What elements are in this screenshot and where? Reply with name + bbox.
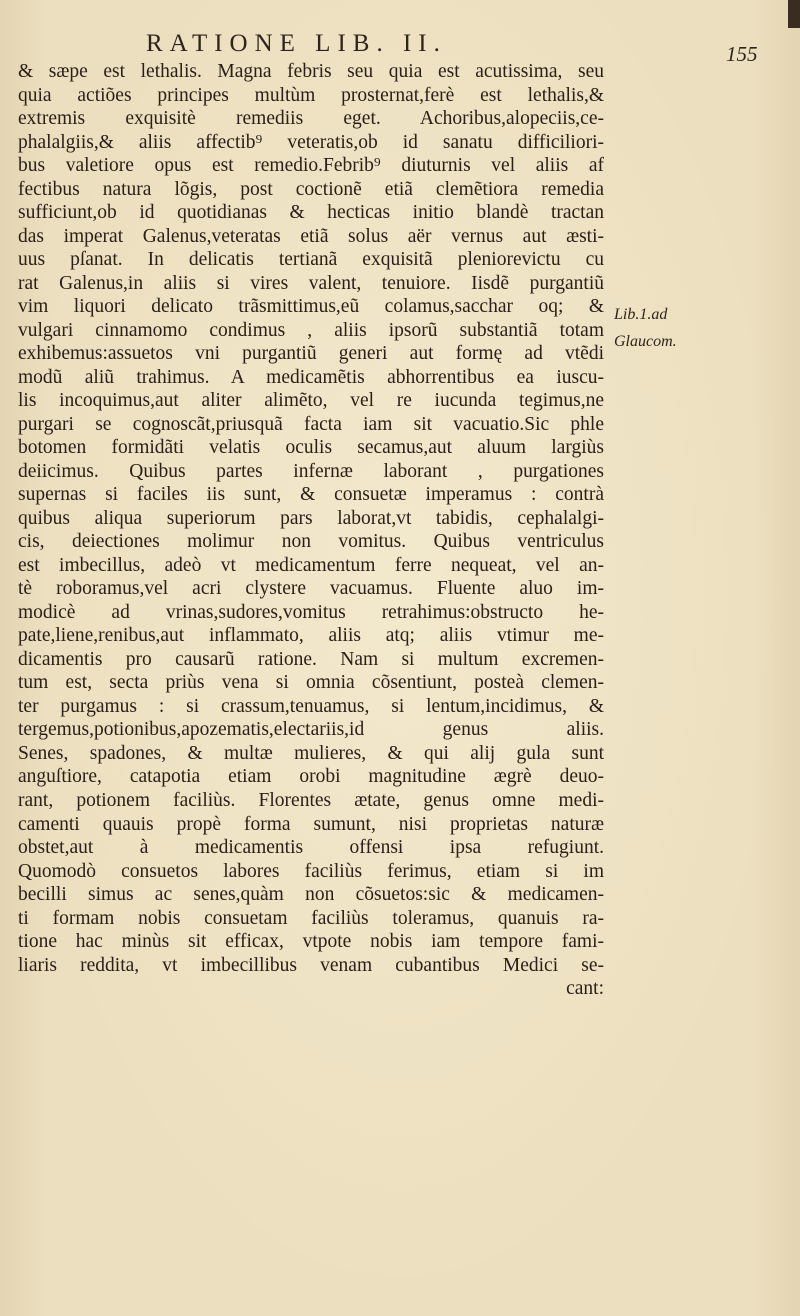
text-line: rat Galenus,in aliis si vires valent, tenuiore. Iisdẽ purgantiũ: [18, 272, 604, 294]
text-line: obstet,aut à medicamentis offensi ipsa refugiunt.: [18, 837, 604, 859]
text-line: tione hac minùs sit efficax, vtpote nobis iam tempore fami-: [18, 931, 604, 953]
text-line: phalalgiis,& aliis affectib⁹ veteratis,ob id sanatu difficiliori-: [18, 131, 604, 153]
text-line: modicè ad vrinas,sudores,vomitus retrahimus:obstructo he-: [18, 601, 604, 623]
text-line: sufficiunt,ob id quotidianas & hecticas initio blandè tractan: [18, 202, 604, 224]
text-line: vulgari cinnamomo condimus , aliis ipsorũ substantiã totam: [18, 319, 604, 341]
text-line-catchword: cant:: [566, 978, 604, 1000]
margin-note: Glaucom.: [614, 333, 677, 350]
text-line: tum est, secta priùs vena si omnia cõsentiunt, posteà clemen-: [18, 672, 604, 694]
text-line: liaris reddita, vt imbecillibus venam cubantibus Medici se-: [18, 954, 604, 976]
text-line: & sæpe est lethalis. Magna febris seu quia est acutissima, seu: [18, 61, 604, 82]
page-number: 155: [726, 42, 758, 66]
text-line: cis, deiectiones molimur non vomitus. Quibus ventriculus: [18, 531, 604, 553]
text-line: ter purgamus : si crassum,tenuamus, si lentum,incidimus, &: [18, 695, 604, 717]
text-line: extremis exquisitè remediis eget. Achoribus,alopeciis,ce-: [18, 108, 604, 130]
margin-note: Lib.1.ad: [614, 306, 668, 323]
text-line: quibus aliqua superiorum pars laborat,vt tabidis, cephalalgi-: [18, 507, 604, 529]
text-line: vim liquori delicato trãsmittimus,eũ colamus,sacchar oq; &: [18, 296, 604, 318]
text-line: becilli simus ac senes,quàm non cõsuetos:sic & medicamen-: [18, 884, 604, 906]
text-line: uus pſanat. In delicatis tertianã exquisitã pleniorevictu cu: [18, 249, 604, 271]
text-line: das imperat Galenus,veteratas etiã solus aër vernus aut æsti-: [18, 225, 604, 247]
text-line: dicamentis pro causarũ ratione. Nam si multum excremen-: [18, 648, 604, 670]
text-line: ti formam nobis consuetam faciliùs toleramus, quanuis ra-: [18, 907, 604, 929]
text-line: purgari se cognoscãt,priusquã facta iam sit vacuatio.Sic phle: [18, 413, 604, 435]
text-line: camenti quauis propè forma sumunt, nisi proprietas naturæ: [18, 813, 604, 835]
body-text: [18, 60, 604, 1001]
text-line: quia actiões principes multùm prosternat,ferè est lethalis,&: [18, 84, 604, 106]
text-line: Quomodò consuetos labores faciliùs ferimus, etiam si im: [18, 860, 604, 882]
text-line: lis incoquimus,aut aliter alimẽto, vel re iucunda tegimus,ne: [18, 390, 604, 412]
text-line: modũ aliũ trahimus. A medicamẽtis abhorrentibus ea iuscu-: [18, 366, 604, 388]
text-line: rant, potionem faciliùs. Florentes ætate, genus omne medi-: [18, 789, 604, 811]
text-line: bus valetiore opus est remedio.Febrib⁹ diuturnis vel aliis af: [18, 155, 604, 177]
text-line: est imbecillus, adeò vt medicamentum ferre nequeat, vel an-: [18, 554, 604, 576]
text-line: botomen formidãti velatis oculis secamus,aut aluum largiùs: [18, 437, 604, 459]
text-line: deiicimus. Quibus partes infernæ laborant , purgationes: [18, 460, 604, 482]
text-line: pate,liene,renibus,aut inflammato, aliis atq; aliis vtimur me-: [18, 625, 604, 647]
running-head: RATIONE LIB. II.: [146, 30, 447, 57]
text-line: fectibus natura lõgis, post coctionẽ etiã clemẽtiora remedia: [18, 178, 604, 200]
text-line: supernas si faciles iis sunt, & consuetæ imperamus : contrà: [18, 484, 604, 506]
text-line: tergemus,potionibus,apozematis,electariis,id genus aliis.: [18, 719, 604, 741]
text-line: tè roboramus,vel acri clystere vacuamus. Fluente aluo im-: [18, 578, 604, 600]
text-line: anguſtiore, catapotia etiam orobi magnitudine ægrè deuo-: [18, 766, 604, 788]
text-line: exhibemus:assuetos vni purgantiũ generi aut formę ad vtẽdi: [18, 343, 604, 365]
text-line: Senes, spadones, & multæ mulieres, & qui alij gula sunt: [18, 742, 604, 764]
page-corner-mark: [788, 0, 800, 28]
